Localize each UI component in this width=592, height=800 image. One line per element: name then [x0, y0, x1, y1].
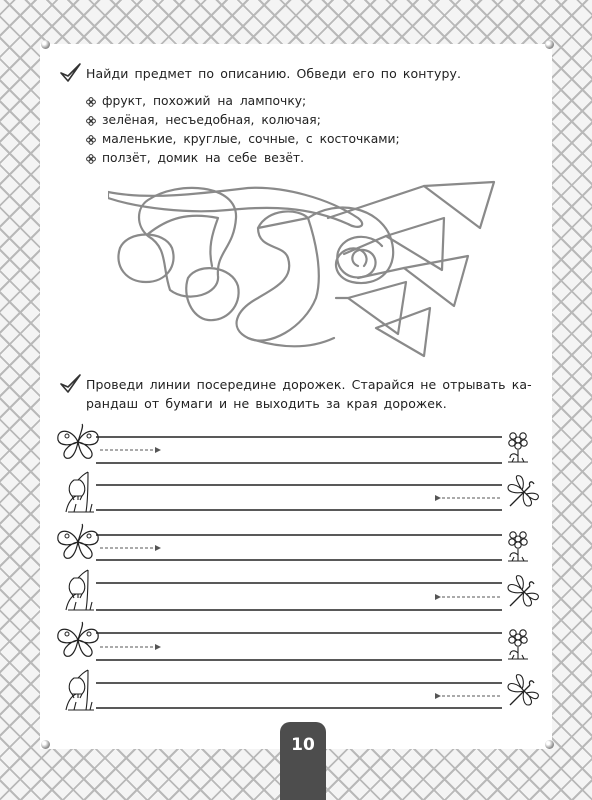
list-item: [86, 111, 400, 130]
list-item: [86, 130, 400, 149]
description-list: [86, 92, 400, 168]
pushpin-bottom-right: [545, 740, 554, 749]
bullet-flower-icon: [86, 116, 96, 126]
task1-instruction: Найди предмет по описанию. Обведи его по контуру.: [86, 66, 462, 81]
bullet-flower-icon: [86, 97, 96, 107]
list-item: [86, 149, 400, 168]
checkmark-icon: [58, 373, 82, 395]
pushpin-bottom-left: [41, 740, 50, 749]
snail-tail: [248, 338, 334, 346]
list-item: [86, 92, 400, 111]
page-number: 10: [291, 735, 315, 755]
pushpin-top-left: [41, 40, 50, 49]
cherry-outline: [118, 235, 173, 283]
overlapping-outlines-figure[interactable]: [108, 178, 504, 364]
triangle-outline: [404, 256, 468, 306]
triangle-outline: [376, 308, 430, 356]
item-text: зелёная, несъедобная, колючая;: [102, 113, 321, 127]
item-text: ползёт, домик на себе везёт.: [102, 151, 304, 165]
cherry-outline: [186, 268, 238, 320]
page-number-tab: [280, 722, 326, 800]
item-text: фрукт, похожий на лампочку;: [102, 94, 307, 108]
triangle-outline: [348, 282, 406, 334]
cherry-stem: [148, 216, 218, 266]
pushpin-top-right: [545, 40, 554, 49]
task2-instruction-line1: Проведи линии посередине дорожек. Старайся не отрывать ка-: [86, 377, 532, 392]
snail-shell-spiral: [337, 237, 382, 278]
bullet-flower-icon: [86, 135, 96, 145]
checkmark-icon: [58, 62, 82, 84]
bullet-flower-icon: [86, 154, 96, 164]
task2-instruction-line2: рандаш от бумаги и не выходить за края дорожек.: [86, 396, 447, 411]
item-text: маленькие, круглые, сочные, с косточками;: [102, 132, 400, 146]
